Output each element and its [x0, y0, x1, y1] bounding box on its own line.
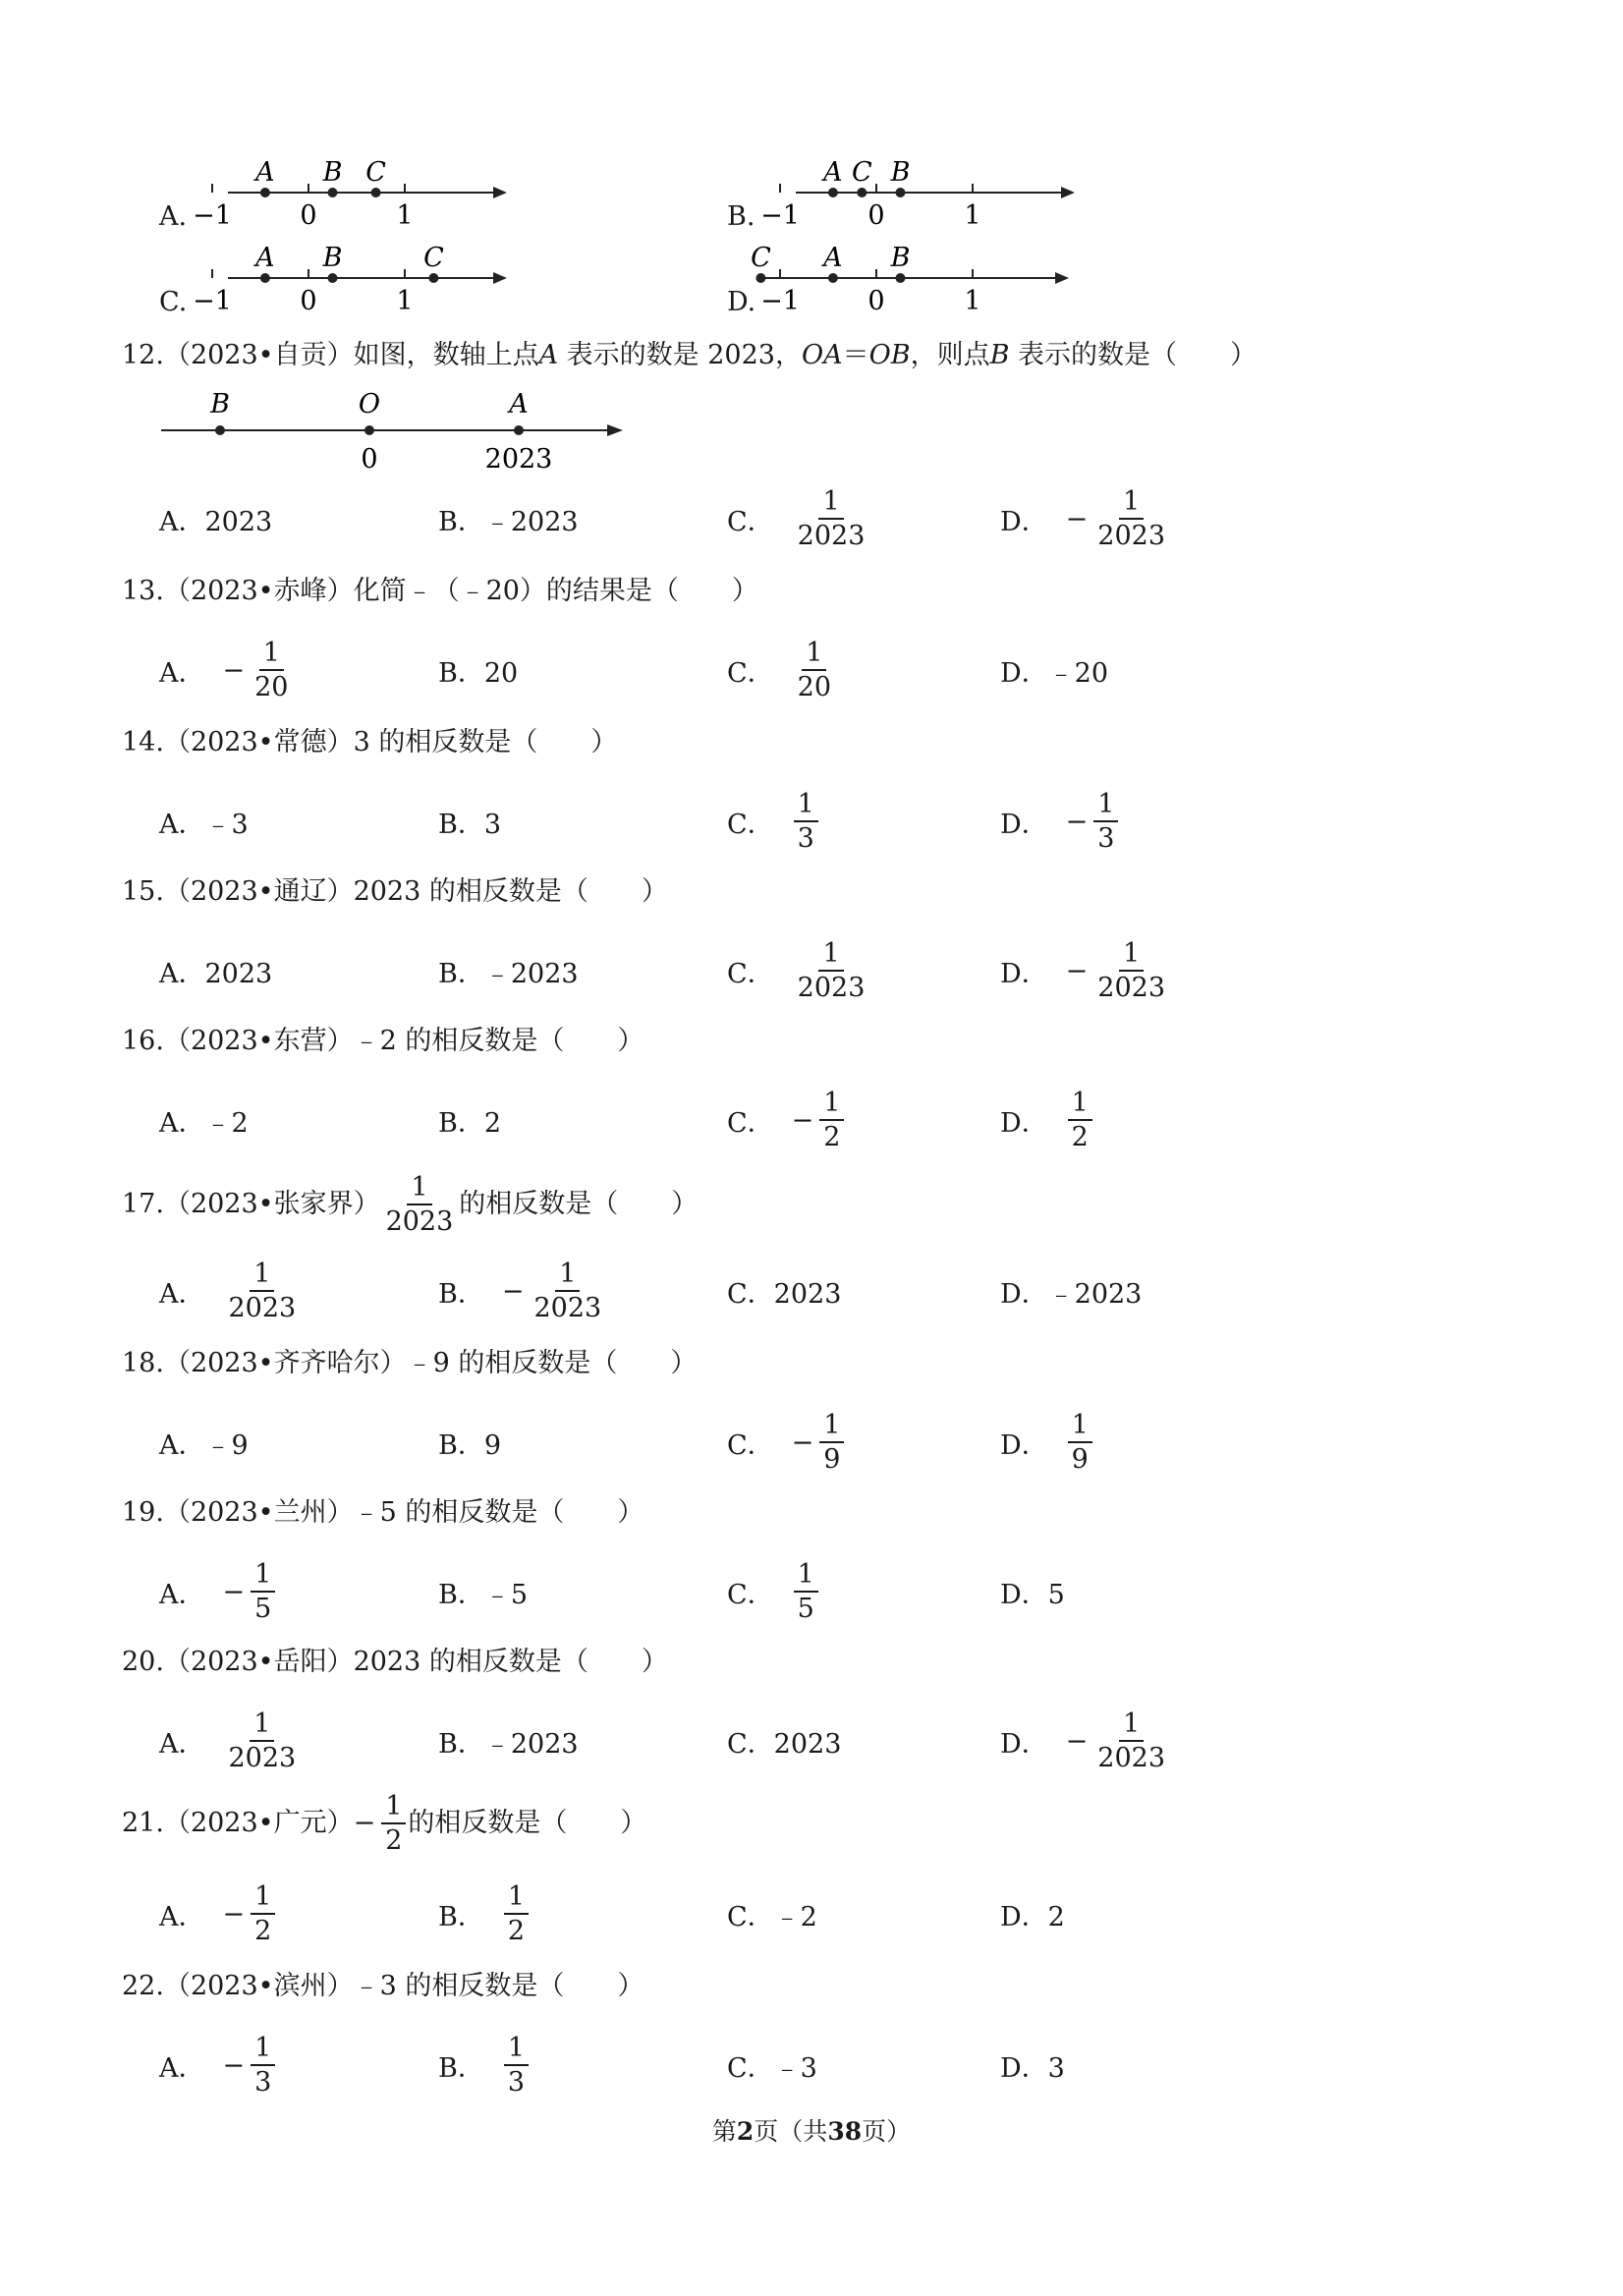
- point-c: [428, 273, 438, 283]
- option-label: C.: [159, 287, 188, 317]
- tick-label-2023: 2023: [484, 444, 553, 475]
- q18-option-b: B．9: [438, 1429, 502, 1461]
- fraction: $\frac{1}{2}$: [251, 1883, 275, 1944]
- point-c: [756, 273, 765, 283]
- q22-option-b: B． $\frac{1}{3}$: [438, 2036, 531, 2095]
- q21-option-a: A． − $\frac{1}{2}$: [159, 1884, 277, 1943]
- q12-option-b: B．﹣2023: [438, 506, 579, 537]
- point-c-name: C: [365, 157, 386, 188]
- q18-option-c: C． − $\frac{1}{9}$: [727, 1413, 846, 1472]
- point-a: [260, 188, 270, 197]
- tick-label: 0: [300, 286, 317, 316]
- q22-option-c: C．﹣3: [727, 2052, 817, 2084]
- point-c: [857, 188, 867, 197]
- q14-options: [159, 789, 1259, 854]
- q14-option-b: B．3: [438, 809, 502, 840]
- q17-option-a: A． $\frac{1}{2023}$: [159, 1261, 302, 1320]
- q11-axis-d: [751, 233, 1081, 321]
- q22-stem: 22.（2023•滨州）﹣3 的相反数是（ ）: [122, 1971, 644, 2001]
- q14-option-c: C． $\frac{1}{3}$: [727, 792, 820, 851]
- q19-options: [159, 1559, 1259, 1624]
- fraction: $\frac{1}{9}$: [819, 1412, 844, 1473]
- q22-option-d: D．3: [1000, 2052, 1065, 2084]
- fraction: $\frac{1}{5}$: [251, 1561, 275, 1622]
- tick-label: 1: [396, 286, 414, 316]
- q15-option-a: A．2023: [159, 958, 273, 989]
- q14-stem: 14.（2023•常德）3 的相反数是（ ）: [122, 727, 618, 757]
- tick-label: −1: [193, 286, 232, 316]
- q16-stem: 16.（2023•东营）﹣2 的相反数是（ ）: [122, 1026, 644, 1056]
- fraction: $\frac{1}{20}$: [797, 638, 832, 702]
- tick-label: −1: [193, 200, 232, 231]
- var-a: A: [538, 340, 559, 370]
- axis-arrow: [493, 187, 507, 198]
- axis-arrow: [493, 272, 507, 284]
- q19-stem: 19.（2023•兰州）﹣5 的相反数是（ ）: [122, 1497, 644, 1528]
- point-a-name: A: [255, 243, 275, 273]
- option-label: B.: [727, 201, 756, 232]
- q13-option-d: D．﹣20: [1000, 657, 1109, 689]
- point-a: [514, 425, 524, 435]
- q16-option-a: A．﹣2: [159, 1107, 249, 1139]
- q21-options: [159, 1881, 1259, 1946]
- point-c: [371, 188, 381, 197]
- point-b: [328, 273, 338, 283]
- point-a-name: A: [255, 157, 275, 188]
- q19-option-d: D．5: [1000, 1579, 1065, 1610]
- point-b-name: B: [210, 389, 230, 420]
- fraction: $\frac{1}{3}$: [1093, 791, 1118, 852]
- q11-axis-c: [193, 233, 531, 321]
- axis-arrow: [1055, 272, 1069, 284]
- q13-option-a: A． − $\frac{1}{20}$: [159, 641, 294, 700]
- q21-option-d: D．2: [1000, 1901, 1065, 1932]
- point-b-name: B: [322, 243, 343, 273]
- q18-stem: 18.（2023•齐齐哈尔）﹣9 的相反数是（ ）: [122, 1348, 698, 1378]
- point-a: [260, 273, 270, 283]
- fraction: $\frac{1}{3}$: [251, 2035, 275, 2096]
- tick-label: −1: [760, 286, 800, 316]
- q16-option-c: C． − $\frac{1}{2}$: [727, 1091, 846, 1149]
- q21-stem: 21.（2023•广元） − $\frac{1}{2}$ 的相反数是（ ）: [122, 1791, 647, 1856]
- fraction: $\frac{1}{2}$: [819, 1090, 844, 1150]
- fraction: $\frac{1}{5}$: [794, 1561, 818, 1622]
- fraction: $\frac{1}{2023}$: [228, 1259, 297, 1323]
- tick-label: 0: [867, 286, 885, 316]
- q13-stem: 13.（2023•赤峰）化简﹣（﹣20）的结果是（ ）: [122, 576, 758, 606]
- q22-option-a: A． − $\frac{1}{3}$: [159, 2036, 277, 2095]
- q15-options: [159, 938, 1259, 1003]
- q19-option-c: C． $\frac{1}{5}$: [727, 1562, 820, 1621]
- q21-option-c: C．﹣2: [727, 1901, 817, 1932]
- fraction: $\frac{1}{2}$: [504, 1883, 529, 1944]
- tick-label-zero: 0: [361, 444, 378, 475]
- tick-label: −1: [760, 200, 800, 231]
- q16-option-d: D． $\frac{1}{2}$: [1000, 1091, 1094, 1149]
- page-footer: 第2页（共38页）: [711, 2117, 912, 2146]
- tick-label: 0: [300, 200, 317, 231]
- q11-axis-b: [760, 147, 1098, 236]
- q13-options: [159, 638, 1259, 702]
- point-b-name: B: [890, 243, 911, 273]
- q16-option-b: B．2: [438, 1107, 502, 1139]
- q18-option-a: A．﹣9: [159, 1429, 249, 1461]
- q19-option-a: A． − $\frac{1}{5}$: [159, 1562, 277, 1621]
- q11-axis-a: [193, 147, 531, 236]
- q20-option-a: A． $\frac{1}{2023}$: [159, 1711, 302, 1770]
- fraction: $\frac{1}{2}$: [1068, 1090, 1092, 1150]
- option-label: A.: [159, 201, 188, 232]
- fraction: $\frac{1}{20}$: [254, 638, 289, 702]
- fraction: $\frac{1}{2023}$: [385, 1172, 454, 1237]
- option-label: D.: [727, 287, 756, 317]
- fraction: $\frac{1}{2023}$: [1097, 486, 1165, 551]
- q17-option-c: C．2023: [727, 1278, 842, 1310]
- q20-stem: 20.（2023•岳阳）2023 的相反数是（ ）: [122, 1647, 668, 1677]
- fraction: $\frac{1}{2023}$: [1097, 1708, 1165, 1773]
- q12-option-a: A．2023: [159, 506, 273, 537]
- point-b: [896, 188, 906, 197]
- q16-options: [159, 1088, 1259, 1152]
- q21-option-b: B． $\frac{1}{2}$: [438, 1884, 531, 1943]
- q18-options: [159, 1410, 1259, 1475]
- fraction: $\frac{1}{2023}$: [228, 1708, 297, 1773]
- tick-label: 1: [964, 286, 981, 316]
- point-b: [328, 188, 338, 197]
- q20-option-c: C．2023: [727, 1728, 842, 1760]
- point-c-name: C: [423, 243, 444, 273]
- q12-option-d: D． − $\frac{1}{2023}$: [1000, 489, 1171, 548]
- point-b-name: B: [322, 157, 343, 188]
- q13-option-c: C． $\frac{1}{20}$: [727, 641, 837, 700]
- point-c-name: C: [751, 243, 771, 273]
- q20-option-b: B．﹣2023: [438, 1728, 579, 1760]
- fraction: $\frac{1}{2023}$: [797, 938, 866, 1003]
- page-total: 38: [827, 2117, 863, 2146]
- fraction: $\frac{1}{2023}$: [533, 1259, 602, 1323]
- tick-label: 0: [867, 200, 885, 231]
- fraction: $\frac{1}{9}$: [1068, 1412, 1092, 1473]
- q14-option-a: A．﹣3: [159, 809, 249, 840]
- q12-options: [159, 486, 1259, 551]
- fraction: $\frac{1}{2023}$: [797, 486, 866, 551]
- q20-options: [159, 1708, 1259, 1773]
- q17-options: [159, 1259, 1259, 1323]
- point-a-name: A: [823, 157, 843, 188]
- point-a-name: A: [509, 389, 529, 420]
- fraction: $\frac{1}{2023}$: [1097, 938, 1165, 1003]
- q17-stem: 17.（2023•张家界） $\frac{1}{2023}$ 的相反数是（ ）: [122, 1172, 699, 1237]
- point-o-name: O: [358, 389, 381, 420]
- q20-option-d: D． − $\frac{1}{2023}$: [1000, 1711, 1171, 1770]
- q14-option-d: D． − $\frac{1}{3}$: [1000, 792, 1120, 851]
- page-number: 2: [736, 2117, 755, 2146]
- q12-number-line: [157, 385, 629, 474]
- q18-option-d: D． $\frac{1}{9}$: [1000, 1413, 1094, 1472]
- q15-option-b: B．﹣2023: [438, 958, 579, 989]
- q17-option-d: D．﹣2023: [1000, 1278, 1143, 1310]
- q12-stem: 12.（2023•自贡）如图，数轴上点A 表示的数是 2023，OA＝OB，则点B 表示的数是（ ）: [122, 340, 1258, 370]
- point-o: [364, 425, 374, 435]
- q22-options: [159, 2033, 1259, 2098]
- fraction: $\frac{1}{3}$: [794, 791, 818, 852]
- fraction: $\frac{1}{2}$: [381, 1793, 406, 1854]
- tick-label: 1: [396, 200, 414, 231]
- point-a: [828, 188, 838, 197]
- tick-label: 1: [964, 200, 981, 231]
- q13-option-b: B．20: [438, 657, 519, 689]
- point-c-name: C: [851, 157, 872, 188]
- point-b: [896, 273, 906, 283]
- point-a: [828, 273, 838, 283]
- point-b: [215, 425, 225, 435]
- q17-option-b: B． − $\frac{1}{2023}$: [438, 1261, 607, 1320]
- q15-option-c: C． $\frac{1}{2023}$: [727, 941, 870, 1000]
- q15-stem: 15.（2023•通辽）2023 的相反数是（ ）: [122, 876, 668, 907]
- axis-arrow: [1061, 187, 1075, 198]
- point-b-name: B: [890, 157, 911, 188]
- q12-option-c: C． $\frac{1}{2023}$: [727, 489, 870, 548]
- point-a-name: A: [823, 243, 843, 273]
- q19-option-b: B．﹣5: [438, 1579, 529, 1610]
- q15-option-d: D． − $\frac{1}{2023}$: [1000, 941, 1171, 1000]
- fraction: $\frac{1}{3}$: [504, 2035, 529, 2096]
